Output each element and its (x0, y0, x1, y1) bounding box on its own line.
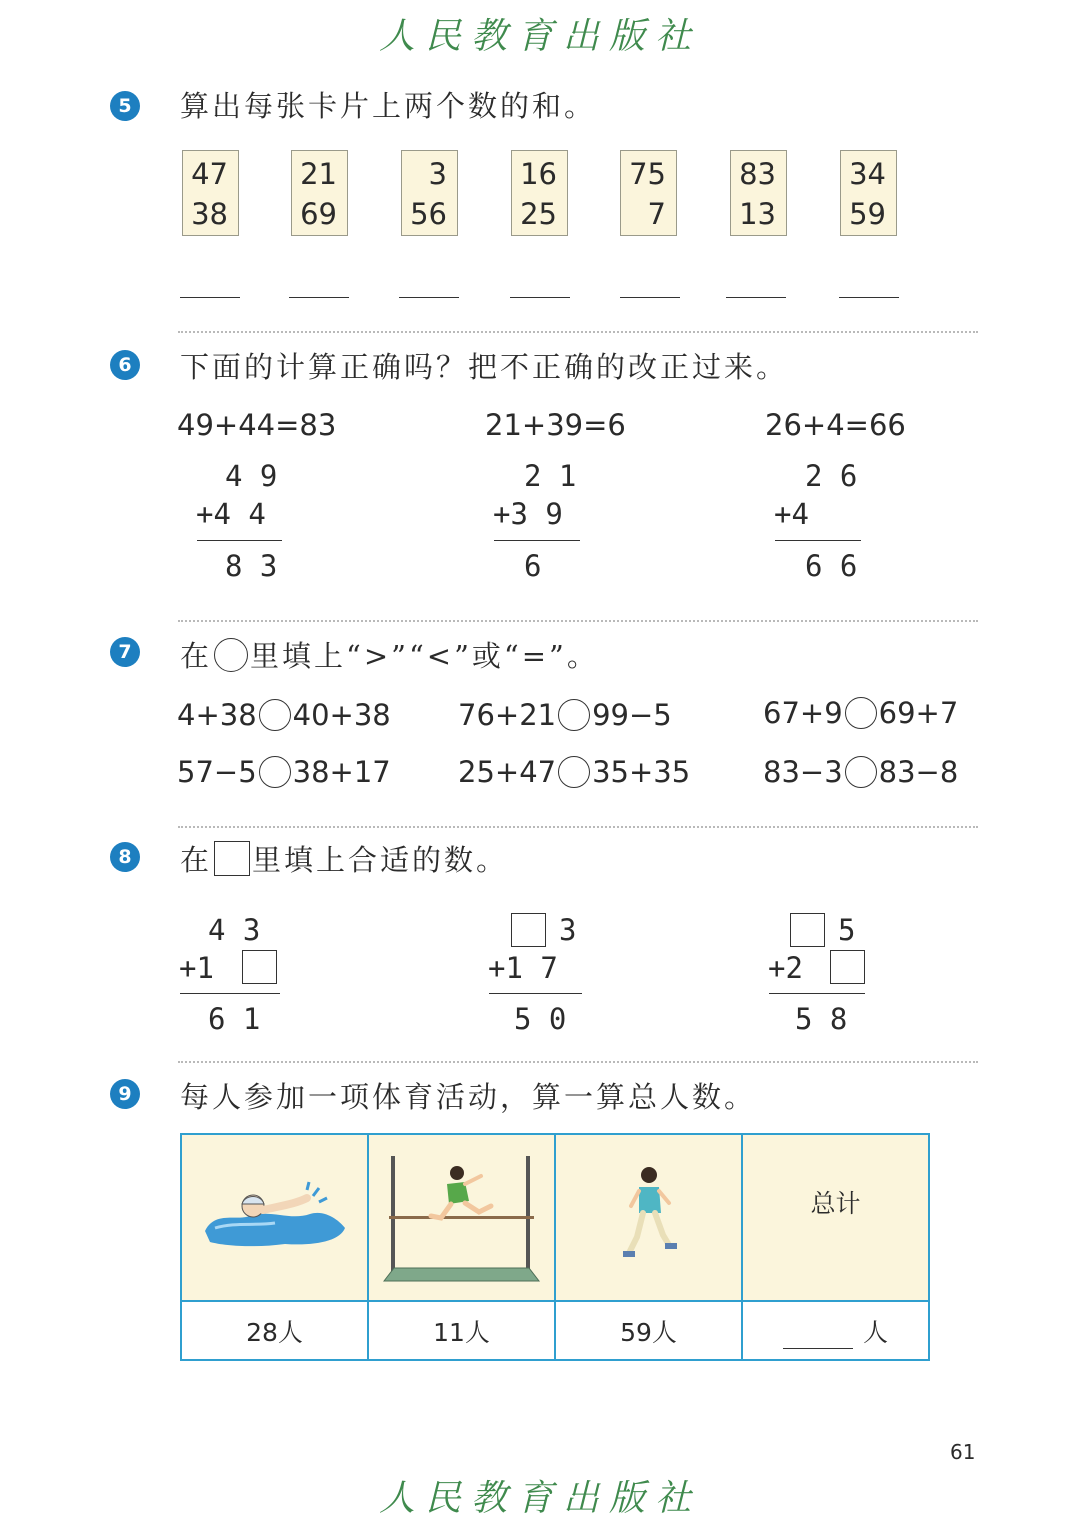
swimmer-icon (195, 1176, 355, 1256)
swimming-illustration (181, 1134, 368, 1301)
vertical-addend: +1 (179, 951, 214, 985)
question-5-number: 5 (110, 91, 140, 121)
total-answer-cell (742, 1301, 929, 1360)
number-card (401, 150, 458, 236)
left-expression: 57−5 (177, 755, 257, 789)
card-bottom-number: 59 (849, 197, 886, 231)
answer-circle[interactable] (558, 699, 590, 731)
answer-blank[interactable] (620, 297, 680, 298)
title-suffix: 里填上合适的数。 (252, 843, 509, 877)
answer-circle[interactable] (558, 756, 590, 788)
comparison-item (177, 755, 391, 789)
comparison-item (458, 755, 690, 789)
card-bottom-number: 13 (739, 197, 776, 231)
comparison-item (763, 755, 958, 789)
section-divider (178, 826, 978, 828)
card-top-number: 34 (849, 157, 886, 191)
high-jumper-icon (379, 1146, 544, 1286)
answer-blank[interactable] (289, 297, 349, 298)
running-illustration (555, 1134, 742, 1301)
total-header-cell (742, 1134, 929, 1301)
vertical-addend: +1 7 (488, 951, 558, 985)
question-9-number: 9 (110, 1079, 140, 1109)
digit-input-box[interactable] (242, 950, 277, 984)
example-circle (214, 638, 248, 672)
right-expression: 40+38 (292, 698, 391, 732)
number-card (730, 150, 787, 236)
number-card (291, 150, 348, 236)
page-number: 61 (950, 1440, 976, 1464)
left-expression: 67+9 (763, 696, 843, 730)
sum-line (197, 540, 282, 541)
vertical-top-number: 2 1 (524, 459, 577, 493)
example-box (214, 841, 250, 876)
sum-line (769, 993, 865, 994)
card-top-number: 3 (428, 157, 447, 191)
card-bottom-number: 38 (191, 197, 228, 231)
comparison-item (458, 698, 672, 732)
question-7-title (180, 634, 599, 675)
publisher-footer: 人民教育出版社 (378, 1478, 701, 1519)
comparison-item (763, 696, 958, 730)
right-expression: 83−8 (878, 755, 959, 789)
vertical-top-number: 3 (559, 913, 577, 947)
left-expression: 4+38 (177, 698, 257, 732)
question-6-title: 下面的计算正确吗？把不正确的改正过来。 (180, 350, 789, 384)
total-answer-blank[interactable] (783, 1320, 853, 1349)
card-bottom-number: 69 (300, 197, 337, 231)
answer-circle[interactable] (259, 756, 291, 788)
number-card (620, 150, 677, 236)
number-card (511, 150, 568, 236)
left-expression: 76+21 (458, 698, 557, 732)
left-expression: 83−3 (763, 755, 843, 789)
answer-blank[interactable] (839, 297, 899, 298)
card-bottom-number: 56 (410, 197, 447, 231)
vertical-top-number: 2 6 (805, 459, 858, 493)
unit-label: 人 (862, 1317, 888, 1347)
vertical-result: 5 0 (514, 1002, 567, 1036)
vertical-result: 6 1 (208, 1002, 261, 1036)
right-expression: 69+7 (878, 696, 959, 730)
question-5-title: 算出每张卡片上两个数的和。 (180, 89, 597, 123)
vertical-addend: +4 4 (196, 497, 266, 531)
sum-line (494, 540, 580, 541)
right-expression: 38+17 (292, 755, 391, 789)
count-cell: 59人 (555, 1301, 742, 1360)
question-6-number: 6 (110, 350, 140, 380)
vertical-result: 5 8 (795, 1002, 848, 1036)
total-label: 总计 (810, 1188, 861, 1218)
section-divider (178, 1061, 978, 1063)
question-9-title: 每人参加一项体育活动，算一算总人数。 (180, 1080, 757, 1114)
vertical-top-number: 4 9 (225, 459, 278, 493)
sum-line (775, 540, 861, 541)
vertical-addend: +4 (774, 497, 809, 531)
card-bottom-number: 7 (647, 197, 666, 231)
publisher-header: 人民教育出版社 (378, 16, 701, 57)
card-top-number: 75 (629, 157, 666, 191)
question-7-number: 7 (110, 637, 140, 667)
sum-line (180, 993, 280, 994)
answer-circle[interactable] (845, 697, 877, 729)
answer-blank[interactable] (510, 297, 570, 298)
question-8-number: 8 (110, 842, 140, 872)
count-cell: 28人 (181, 1301, 368, 1360)
equation: 49+44=83 (177, 408, 337, 442)
sum-line (489, 993, 582, 994)
left-expression: 25+47 (458, 755, 557, 789)
title-prefix: 在 (180, 843, 213, 877)
vertical-addend: +2 (768, 951, 803, 985)
answer-blank[interactable] (726, 297, 786, 298)
section-divider (178, 620, 978, 622)
count-cell: 11人 (368, 1301, 555, 1360)
vertical-result: 6 6 (805, 549, 858, 583)
card-top-number: 83 (739, 157, 776, 191)
equation: 21+39=6 (485, 408, 626, 442)
vertical-result: 8 3 (225, 549, 278, 583)
card-bottom-number: 25 (520, 197, 557, 231)
answer-blank[interactable] (399, 297, 459, 298)
digit-input-box[interactable] (830, 950, 865, 984)
vertical-result: 6 (524, 549, 542, 583)
title-prefix: 在 (180, 639, 213, 673)
answer-circle[interactable] (259, 699, 291, 731)
number-card (182, 150, 239, 236)
answer-circle[interactable] (845, 756, 877, 788)
right-expression: 35+35 (592, 755, 691, 789)
equation: 26+4=66 (765, 408, 906, 442)
runner-icon (609, 1161, 689, 1271)
comparison-item (177, 698, 391, 732)
high-jump-illustration (368, 1134, 555, 1301)
vertical-addend: +3 9 (493, 497, 563, 531)
vertical-top-number: 4 3 (208, 913, 261, 947)
card-top-number: 21 (300, 157, 337, 191)
card-top-number: 16 (520, 157, 557, 191)
digit-input-box[interactable] (790, 913, 825, 947)
title-suffix: 里填上“>”“<”或“=”。 (250, 639, 599, 673)
vertical-top-number: 5 (838, 913, 856, 947)
sports-table (180, 1133, 930, 1361)
section-divider (178, 331, 978, 333)
number-card (840, 150, 897, 236)
right-expression: 99−5 (592, 698, 672, 732)
digit-input-box[interactable] (511, 913, 546, 947)
question-8-title (180, 838, 508, 879)
card-top-number: 47 (191, 157, 228, 191)
answer-blank[interactable] (180, 297, 240, 298)
